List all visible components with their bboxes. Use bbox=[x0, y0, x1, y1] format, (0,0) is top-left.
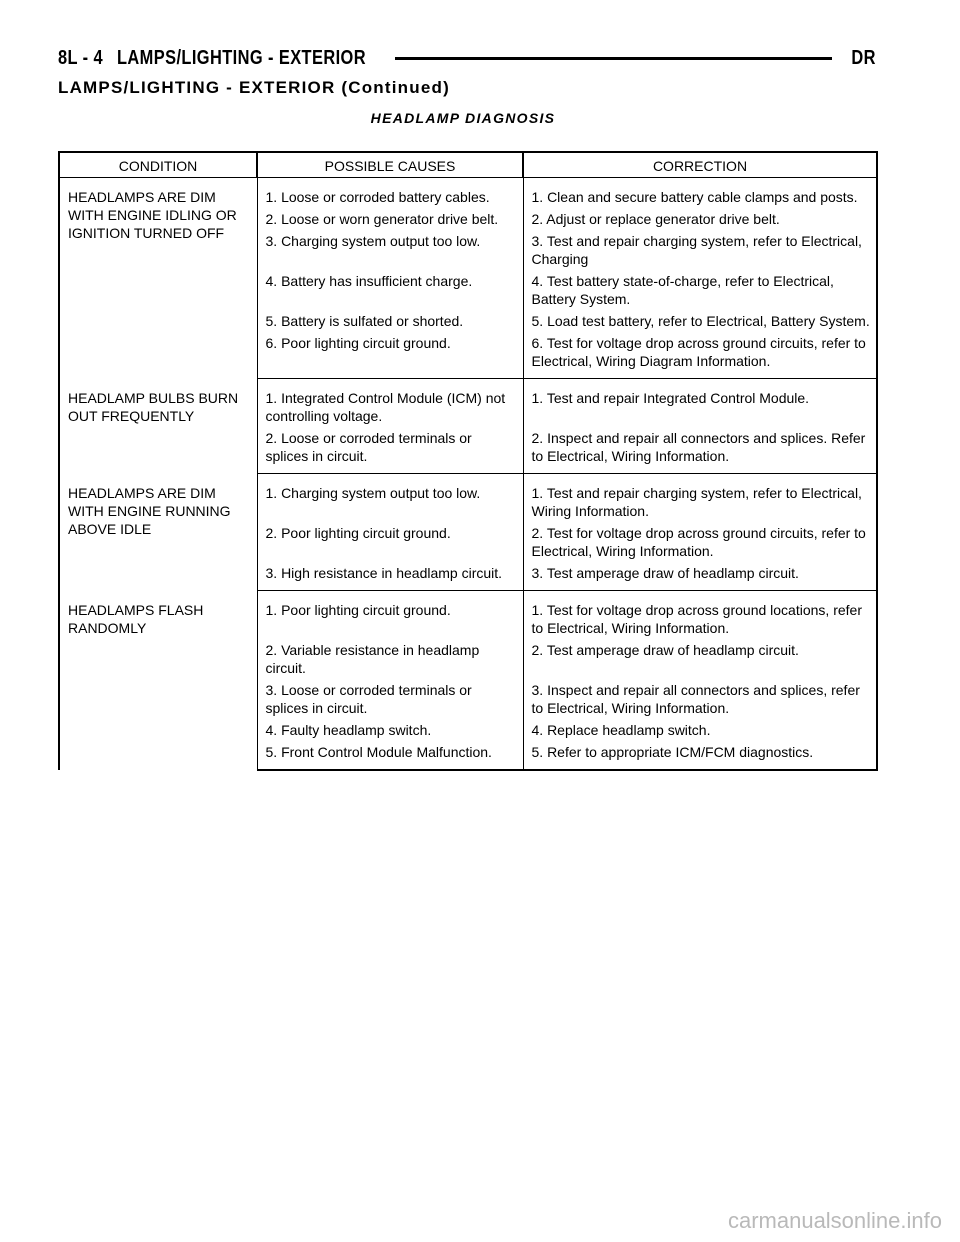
correction-cell: 4. Replace headlamp switch. bbox=[523, 721, 877, 743]
condition-cell: HEADLAMPS ARE DIM WITH ENGINE RUNNING ABOVE IDLE bbox=[59, 474, 257, 591]
cause-cell: 6. Poor lighting circuit ground. bbox=[257, 334, 523, 379]
correction-cell: 3. Inspect and repair all connectors and splices, refer to Electrical, Wiring Information. bbox=[523, 681, 877, 721]
table-body bbox=[59, 178, 877, 771]
correction-cell: 2. Adjust or replace generator drive belt. bbox=[523, 210, 877, 232]
header-rule bbox=[395, 57, 833, 60]
cause-cell: 1. Integrated Control Module (ICM) not controlling voltage. bbox=[257, 379, 523, 430]
correction-cell: 2. Test for voltage drop across ground circuits, refer to Electrical, Wiring Information. bbox=[523, 524, 877, 564]
cause-cell: 3. Loose or corroded terminals or splices in circuit. bbox=[257, 681, 523, 721]
cause-cell: 1. Charging system output too low. bbox=[257, 474, 523, 525]
condition-cell: HEADLAMPS FLASH RANDOMLY bbox=[59, 591, 257, 771]
correction-cell: 1. Test and repair Integrated Control Module. bbox=[523, 379, 877, 430]
cause-cell: 2. Loose or worn generator drive belt. bbox=[257, 210, 523, 232]
correction-cell: 1. Clean and secure battery cable clamps and posts. bbox=[523, 178, 877, 211]
cause-cell: 3. High resistance in headlamp circuit. bbox=[257, 564, 523, 591]
table-row bbox=[59, 178, 877, 211]
table-title: HEADLAMP DIAGNOSIS bbox=[370, 110, 556, 126]
condition-cell: HEADLAMP BULBS BURN OUT FREQUENTLY bbox=[59, 379, 257, 474]
column-header-causes: POSSIBLE CAUSES bbox=[257, 152, 523, 178]
cause-cell: 5. Battery is sulfated or shorted. bbox=[257, 312, 523, 334]
cause-cell: 2. Variable resistance in headlamp circuit. bbox=[257, 641, 523, 681]
cause-cell: 5. Front Control Module Malfunction. bbox=[257, 743, 523, 770]
page-number: 8L - 4 bbox=[58, 46, 103, 69]
correction-cell: 5. Load test battery, refer to Electrical, Battery System. bbox=[523, 312, 877, 334]
correction-cell: 6. Test for voltage drop across ground circuits, refer to Electrical, Wiring Diagram Information. bbox=[523, 334, 877, 379]
cause-cell: 1. Poor lighting circuit ground. bbox=[257, 591, 523, 642]
cause-cell: 1. Loose or corroded battery cables. bbox=[257, 178, 523, 211]
correction-cell: 1. Test for voltage drop across ground locations, refer to Electrical, Wiring Information. bbox=[523, 591, 877, 642]
column-header-correction: CORRECTION bbox=[523, 152, 877, 178]
table-row bbox=[59, 474, 877, 525]
correction-cell: 3. Test and repair charging system, refer to Electrical, Charging bbox=[523, 232, 877, 272]
column-header-condition: CONDITION bbox=[59, 152, 257, 178]
page-header bbox=[58, 44, 876, 72]
cause-cell: 2. Poor lighting circuit ground. bbox=[257, 524, 523, 564]
cause-cell: 2. Loose or corroded terminals or splices in circuit. bbox=[257, 429, 523, 474]
table-row bbox=[59, 379, 877, 430]
condition-cell: HEADLAMPS ARE DIM WITH ENGINE IDLING OR IGNITION TURNED OFF bbox=[59, 178, 257, 379]
correction-cell: 3. Test amperage draw of headlamp circuit. bbox=[523, 564, 877, 591]
correction-cell: 2. Inspect and repair all connectors and splices. Refer to Electrical, Wiring Information. bbox=[523, 429, 877, 474]
diagnosis-table bbox=[58, 151, 878, 771]
cause-cell: 4. Battery has insufficient charge. bbox=[257, 272, 523, 312]
correction-cell: 2. Test amperage draw of headlamp circuit. bbox=[523, 641, 877, 681]
section-title: LAMPS/LIGHTING - EXTERIOR bbox=[116, 46, 366, 69]
watermark: carmanualsonline.info bbox=[727, 1208, 942, 1233]
correction-cell: 4. Test battery state-of-charge, refer to Electrical, Battery System. bbox=[523, 272, 877, 312]
table-row bbox=[59, 591, 877, 642]
model-code: DR bbox=[851, 46, 876, 69]
correction-cell: 1. Test and repair charging system, refer to Electrical, Wiring Information. bbox=[523, 474, 877, 525]
continued-title: LAMPS/LIGHTING - EXTERIOR (Continued) bbox=[58, 78, 450, 97]
cause-cell: 3. Charging system output too low. bbox=[257, 232, 523, 272]
cause-cell: 4. Faulty headlamp switch. bbox=[257, 721, 523, 743]
table-header-row bbox=[59, 152, 877, 178]
correction-cell: 5. Refer to appropriate ICM/FCM diagnostics. bbox=[523, 743, 877, 770]
